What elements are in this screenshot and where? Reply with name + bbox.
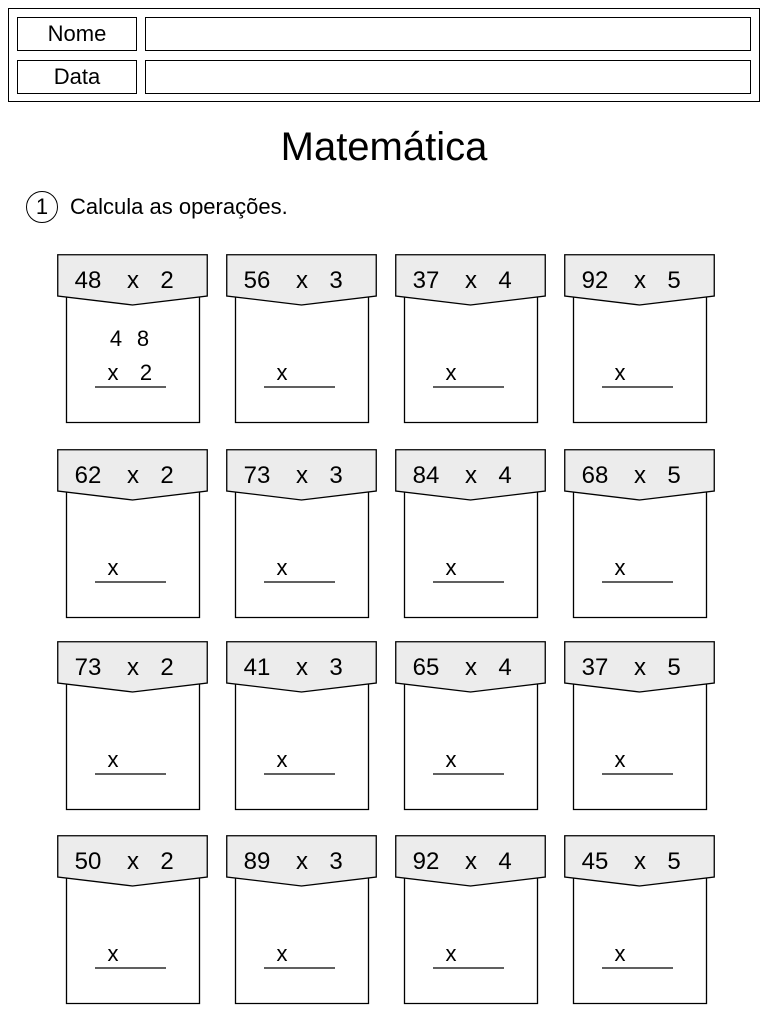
operand-b: 5 [667,462,681,489]
operator-sign: x [634,654,646,681]
work-operator: x [614,555,626,580]
problem-card [564,835,716,1005]
operator-sign: x [634,848,646,875]
work-operator: x [276,555,288,580]
operator-sign: x [634,462,646,489]
work-operator: x [107,360,119,385]
operand-a: 89 [243,848,271,875]
problem-card [564,254,716,424]
operator-sign: x [634,267,646,294]
answer-box [67,875,200,1004]
work-operator: x [107,555,119,580]
operand-b: 3 [329,267,343,294]
operand-b: 4 [498,848,512,875]
operator-sign: x [127,267,139,294]
operator-sign: x [465,267,477,294]
answer-box [574,681,707,810]
work-operator: x [445,555,457,580]
operator-sign: x [296,267,308,294]
operand-a: 56 [243,267,271,294]
work-operator: x [276,360,288,385]
problem-card [57,254,209,424]
operand-b: 5 [667,848,681,875]
answer-box [236,294,369,423]
problem-card [564,449,716,619]
operand-a: 68 [581,462,609,489]
work-operator: x [445,941,457,966]
operand-a: 65 [412,654,440,681]
problem-card [226,641,378,811]
answer-box [67,489,200,618]
work-operator: x [614,360,626,385]
problem-card [226,835,378,1005]
problem-card [226,449,378,619]
exercise-number-badge: 1 [26,191,58,223]
operator-sign: x [127,848,139,875]
operand-a: 37 [581,654,609,681]
operand-b: 3 [329,848,343,875]
operand-a: 84 [412,462,440,489]
answer-box [236,875,369,1004]
operand-a: 37 [412,267,440,294]
operand-a: 41 [243,654,271,681]
answer-box [405,489,538,618]
answer-box [405,294,538,423]
work-operator: x [107,941,119,966]
problem-card [226,254,378,424]
work-operator: x [107,747,119,772]
operand-b: 4 [498,267,512,294]
answer-box [236,681,369,810]
work-digit: 4 [109,326,123,351]
operand-b: 2 [160,654,174,681]
problem-card [57,641,209,811]
operator-sign: x [296,848,308,875]
operator-sign: x [296,462,308,489]
operator-sign: x [465,462,477,489]
work-multiplier: 2 [139,360,153,385]
exercise-instruction: Calcula as operações. [70,194,288,219]
work-operator: x [445,747,457,772]
work-operator: x [614,747,626,772]
operand-a: 92 [581,267,609,294]
operand-b: 3 [329,462,343,489]
problem-card [395,641,547,811]
problem-card [57,835,209,1005]
name-label: Nome [17,17,137,51]
operator-sign: x [296,654,308,681]
operand-a: 50 [74,848,102,875]
operand-b: 4 [498,654,512,681]
work-operator: x [276,941,288,966]
operand-a: 92 [412,848,440,875]
operand-a: 45 [581,848,609,875]
answer-box [574,875,707,1004]
answer-box [405,875,538,1004]
date-label: Data [17,60,137,94]
operand-a: 73 [243,462,271,489]
operand-b: 2 [160,848,174,875]
work-operator: x [276,747,288,772]
problem-card [395,449,547,619]
operator-sign: x [127,654,139,681]
problem-card [395,254,547,424]
operator-sign: x [465,654,477,681]
page-title: Matemática [280,125,488,169]
answer-box [574,489,707,618]
operand-a: 48 [74,267,102,294]
answer-box [67,294,200,423]
operator-sign: x [127,462,139,489]
operand-b: 3 [329,654,343,681]
work-operator: x [614,941,626,966]
operand-a: 73 [74,654,102,681]
work-operator: x [445,360,457,385]
problem-card [395,835,547,1005]
operand-b: 5 [667,654,681,681]
operand-a: 62 [74,462,102,489]
answer-box [574,294,707,423]
problem-card [57,449,209,619]
answer-box [236,489,369,618]
operator-sign: x [465,848,477,875]
work-digit: 8 [136,326,150,351]
answer-box [67,681,200,810]
operand-b: 2 [160,462,174,489]
answer-box [405,681,538,810]
problem-card [564,641,716,811]
operand-b: 2 [160,267,174,294]
operand-b: 5 [667,267,681,294]
operand-b: 4 [498,462,512,489]
